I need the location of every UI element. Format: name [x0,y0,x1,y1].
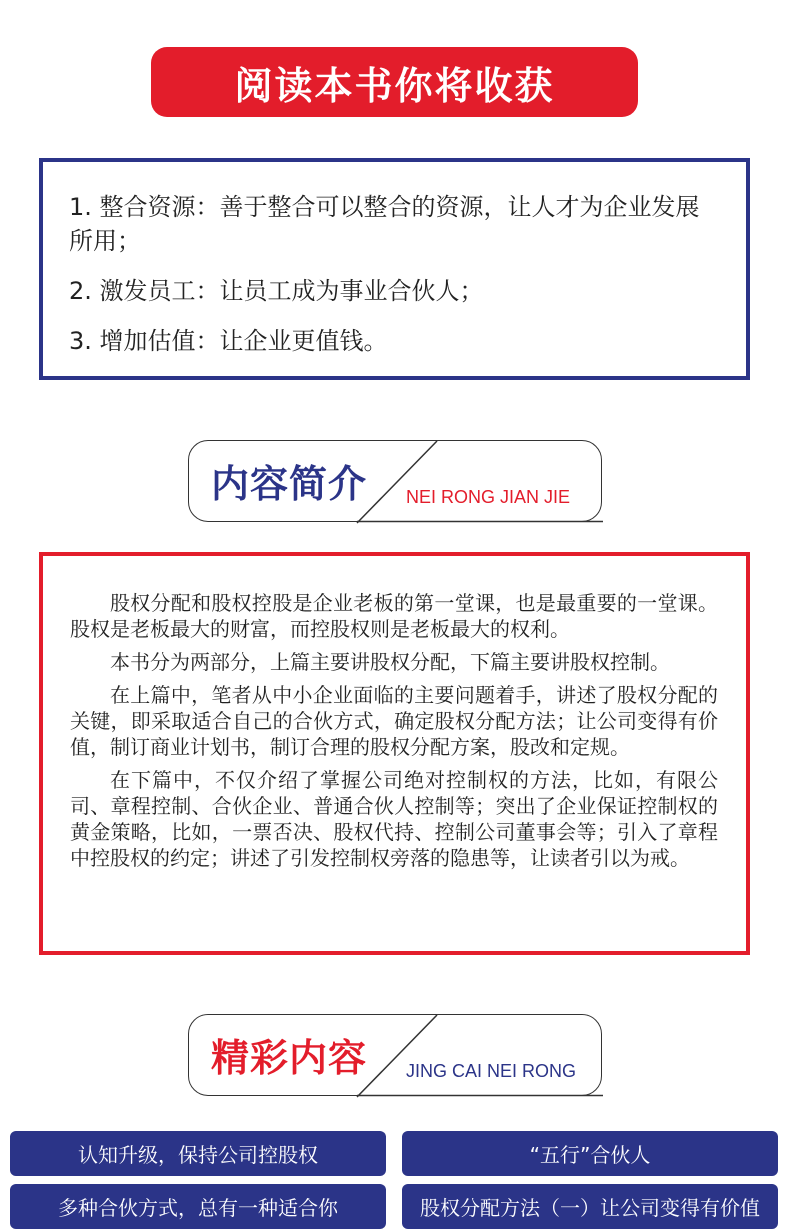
gains-item: 2. 激发员工：让员工成为事业合伙人； [69,277,484,305]
highlight-label: 多种合伙方式，总有一种适合你 [58,1196,338,1220]
highlights-section-tag [188,1014,602,1096]
intro-paragraph: 本书分为两部分，上篇主要讲股权分配，下篇主要讲股权控制。 [110,650,670,674]
highlight-item [402,1184,778,1229]
highlight-label: 认知升级，保持公司控股权 [78,1143,318,1167]
highlight-label: 股权分配方法（一）让公司变得有价值 [420,1196,760,1220]
highlight-label: “五行”合伙人 [529,1143,651,1167]
intro-box [39,552,750,955]
gains-item: 3. 增加估值：让企业更值钱。 [69,327,388,355]
banner-title: 阅读本书你将收获 [234,63,555,108]
gains-box [39,158,750,380]
gains-item: 1. 整合资源：善于整合可以整合的资源，让人才为企业发展所用； [69,193,700,255]
intro-section-title: 内容简介 [211,462,368,506]
intro-section-subtitle: NEI RONG JIAN JIE [406,487,571,507]
header-banner [151,47,638,117]
highlight-item [402,1131,778,1176]
highlights-section-title: 精彩内容 [211,1036,368,1080]
highlights-section-subtitle: JING CAI NEI RONG [406,1061,577,1081]
intro-paragraph: 在下篇中，不仅介绍了掌握公司绝对控制权的方法，比如，有限公司、章程控制、合伙企业、普通合伙人控制等；突出了企业保证控制权的黄金策略，比如，一票否决、股权代持、控制公司董事会等；引入了章程中控股权的约定；讲述了引发控制权旁落的隐患等，让读者引以为戒。 [70,768,718,870]
highlight-item [10,1131,386,1176]
highlight-item [10,1184,386,1229]
intro-section-tag [188,440,602,522]
intro-paragraph: 股权分配和股权控股是企业老板的第一堂课，也是最重要的一堂课。股权是老板最大的财富，而控股权则是老板最大的权利。 [70,591,718,641]
intro-paragraph: 在上篇中，笔者从中小企业面临的主要问题着手，讲述了股权分配的关键，即采取适合自己的合伙方式，确定股权分配方法；让公司变得有价值，制订商业计划书，制订合理的股权分配方案，股改和定规。 [70,683,718,759]
